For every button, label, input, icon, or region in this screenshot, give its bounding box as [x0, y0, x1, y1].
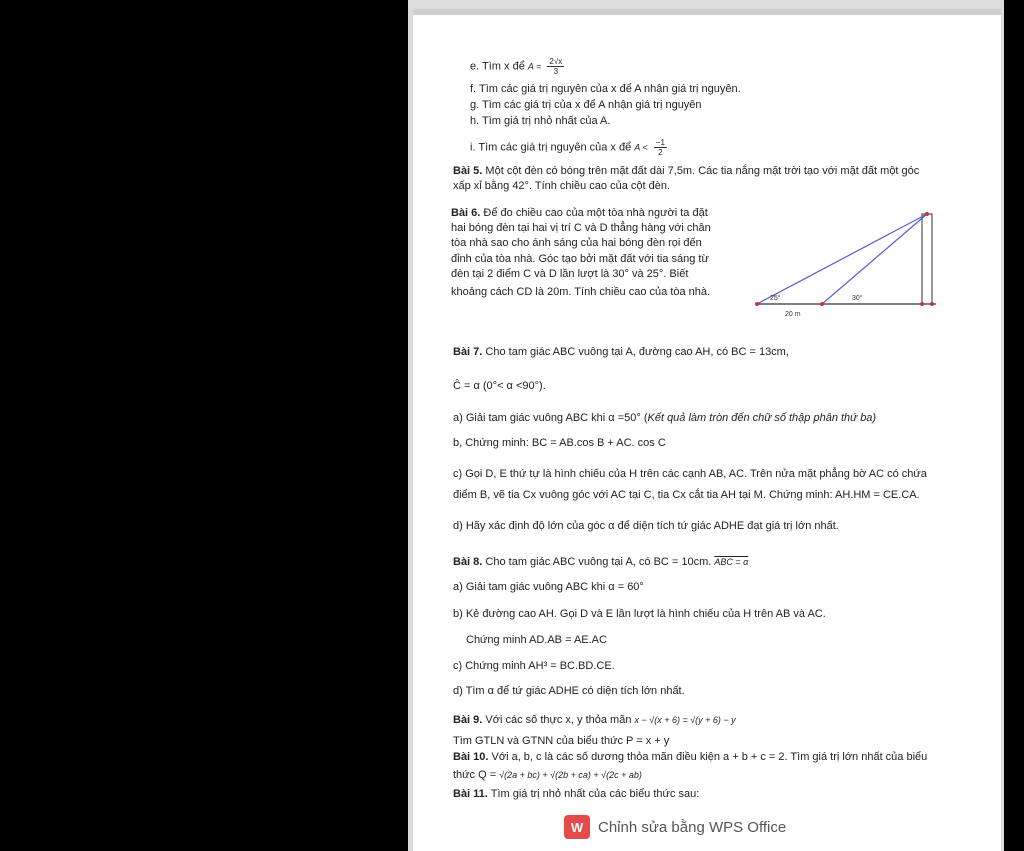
bai7-c1: c) Gọi D, E thứ tự là hình chiếu của H trên các cạnh AB, AC. Trên nửa mặt phẳng bờ AC có chứa — [453, 468, 927, 480]
item-i-A: A < — [634, 142, 648, 153]
bai9-label: Bài 9. — [453, 714, 483, 726]
bai8-c: c) Chứng minh AH³ = BC.BD.CE. — [453, 660, 615, 672]
item-e-text: e. Tìm x để — [470, 60, 525, 73]
point-d — [755, 302, 759, 306]
bai10-line1: Bài 10. Với a, b, c là các số dương thỏa mãn điều kiện a + b + c = 2. Tìm giá trị lớn nhất của biểu — [453, 751, 928, 763]
building — [922, 214, 932, 304]
bai6-label: Bài 6. — [451, 207, 481, 219]
bai8-a: a) Giải tam giác vuông ABC khi α = 60° — [453, 581, 644, 593]
light-ray-d — [757, 214, 927, 304]
building-diagram — [752, 206, 942, 318]
bai7-label: Bài 7. — [453, 346, 483, 358]
bai8-label: Bài 8. — [453, 556, 483, 568]
bai8-line1: Bài 8. Cho tam giác ABC vuông tại A, có BC = 10cm. ABC = α — [453, 556, 749, 568]
bai10-line2: thức Q = √(2a + bc) + √(2b + ca) + √(2c + ab) — [453, 769, 642, 781]
bai5-line2: xấp xỉ bằng 42°. Tính chiều cao của cột đèn. — [453, 180, 671, 192]
point-c — [820, 302, 824, 306]
point-base-2 — [930, 302, 934, 306]
item-h: h. Tìm giá trị nhỏ nhất của A. — [470, 115, 611, 127]
angle-label-25: 25° — [770, 295, 781, 302]
bai7-b: b, Chứng minh: BC = AB.cos B + AC. cos C — [453, 437, 666, 449]
bai8-b: b) Kẻ đường cao AH. Gọi D và E lần lượt là hình chiếu của H trên AB và AC. — [453, 608, 826, 620]
bai6-line6: khoảng cách CD là 20m. Tính chiều cao của tòa nhà. — [451, 286, 711, 298]
bai6-line1: Bài 6. Để đo chiều cao của một tòa nhà người ta đặt — [451, 207, 708, 219]
item-e-fraction: $\frac{2√x}{3}$ — [549, 57, 563, 76]
bai7-c2: điểm B, vẽ tia Cx vuông góc với AC tại C, tia Cx cắt tia AH tại M. Chứng minh: AH.HM = CE.CA. — [453, 489, 920, 501]
bai8-d: d) Tìm α để tứ giác ADHE có diện tích lớn nhất. — [453, 685, 685, 697]
wps-edit-banner[interactable] — [564, 814, 786, 840]
bai7-line1: Bài 7. Cho tam giác ABC vuông tại A, đường cao AH, có BC = 13cm, — [453, 346, 789, 358]
wps-edit-text[interactable]: Chỉnh sửa bằng WPS Office — [598, 818, 787, 836]
item-e — [470, 57, 564, 76]
bai8-b2: Chứng minh AD.AB = AE.AC — [466, 634, 607, 646]
bai7-d: d) Hãy xác định độ lớn của góc α để diện tích tứ giác ADHE đạt giá trị lớn nhất. — [453, 520, 839, 532]
bai7-a-note: Kết quả làm tròn đến chữ số thập phân thứ ba) — [647, 412, 877, 424]
item-i-fraction: $\frac{-1}{2}$ — [655, 138, 665, 157]
item-i — [470, 138, 667, 157]
light-ray-c — [822, 214, 927, 304]
bai10-label: Bài 10. — [453, 751, 489, 763]
bai10-expression: √(2a + bc) + √(2b + ca) + √(2c + ab) — [499, 770, 642, 780]
item-f: f. Tìm các giá trị nguyên của x để A nhận giá trị nguyên. — [470, 83, 741, 95]
bai11-line1: Bài 11. Tìm giá trị nhỏ nhất của các biểu thức sau: — [453, 788, 700, 800]
distance-label: 20 m — [785, 311, 801, 318]
bai11-label: Bài 11. — [453, 788, 488, 800]
item-g: g. Tìm các giá trị của x để A nhận giá trị nguyên — [470, 99, 702, 111]
point-base — [920, 302, 924, 306]
bai7-a: a) Giải tam giác vuông ABC khi α =50° (Kết quả làm tròn đến chữ số thập phân thứ ba) — [453, 412, 877, 424]
bai6-line3: tòa nhà sao cho ánh sáng của hai bóng đèn rọi đến — [451, 237, 702, 249]
bai6-line5: đèn tại 2 điểm C và D lần lượt là 30° và 25°. Biết — [451, 268, 689, 280]
angle-label-30: 30° — [852, 295, 863, 302]
bai6-line4: đỉnh của tòa nhà. Góc tạo bởi mặt đất với tia sáng từ — [451, 253, 709, 265]
bai5-line1: Bài 5. Một cột đèn có bóng trên mặt đất dài 7,5m. Các tia nắng mặt trời tạo với mặt đất một góc — [453, 165, 920, 177]
bai9-line1: Bài 9. Với các số thực x, y thỏa mãn x − √(x + 6) = √(y + 6) − y — [453, 714, 736, 726]
bai8-angle: ABC = α — [714, 557, 749, 567]
point-top — [925, 212, 929, 216]
bai6-line2: hai bóng đèn tại hai vị trí C và D thẳng hàng với chân — [451, 222, 711, 234]
bai5-label: Bài 5. — [453, 165, 483, 177]
wps-logo-icon: W — [564, 815, 590, 839]
item-i-text: i. Tìm các giá trị nguyên của x để — [470, 141, 632, 154]
bai9-equation: x − √(x + 6) = √(y + 6) − y — [634, 715, 736, 725]
bai9-line2: Tìm GTLN và GTNN của biểu thức P = x + y — [453, 735, 670, 747]
item-e-A: A = — [527, 61, 542, 72]
bai7-line2: Ĉ = α (0°< α <90°). — [453, 380, 546, 392]
